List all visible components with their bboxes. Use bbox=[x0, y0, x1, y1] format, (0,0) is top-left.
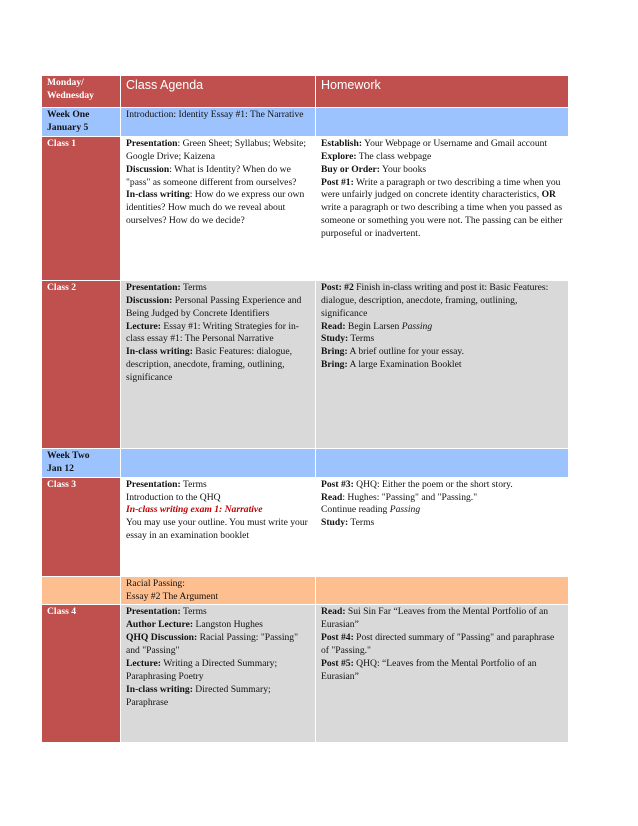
entry-text: Directed Summary; Paraphrase bbox=[126, 683, 271, 708]
entry-label: Post #1: bbox=[321, 176, 354, 188]
schedule-table bbox=[41, 75, 569, 743]
entry-line bbox=[321, 346, 564, 359]
class-1-row bbox=[42, 136, 569, 280]
entry-label: Read: bbox=[321, 606, 346, 618]
week-one-row bbox=[42, 108, 569, 137]
entry-label: Presentation: bbox=[126, 281, 181, 293]
entry-line bbox=[126, 606, 311, 619]
entry-line bbox=[321, 632, 564, 658]
entry-text: Terms bbox=[180, 281, 207, 293]
entry-line bbox=[126, 517, 311, 543]
entry-text: Post directed summary of "Passing" and paraphrase of "Passing." bbox=[321, 632, 555, 657]
entry-line bbox=[321, 321, 564, 334]
essay-two-topic bbox=[121, 576, 316, 605]
entry-text: QHQ: “Leaves from the Mental Portfolio of an Eurasian” bbox=[321, 658, 537, 682]
entry-label: Post #5: bbox=[321, 658, 354, 670]
entry-text: Begin Larsen bbox=[345, 320, 402, 332]
entry-text: Introduction to the QHQ bbox=[126, 491, 221, 503]
entry-line bbox=[321, 282, 564, 321]
entry-label: Read bbox=[321, 491, 343, 503]
entry-text: Personal Passing Experience and Being Judged by Concrete Identifiers bbox=[126, 294, 302, 319]
entry-line bbox=[126, 658, 311, 684]
entry-text: Racial Passing: "Passing" and "Passing" bbox=[126, 632, 299, 657]
entry-label: Explore: bbox=[321, 150, 357, 162]
entry-label: In-class writing bbox=[126, 189, 190, 201]
essay-two-homework bbox=[316, 576, 569, 605]
class-3-row bbox=[42, 477, 569, 576]
entry-line bbox=[321, 164, 564, 177]
entry-text: Passing bbox=[401, 320, 433, 332]
entry-label: Study: bbox=[321, 517, 349, 529]
entry-label: Post #4: bbox=[321, 632, 354, 644]
header-homework: Homework bbox=[316, 76, 569, 108]
class-3-label: Class 3 bbox=[42, 477, 121, 576]
entry-line bbox=[126, 138, 311, 164]
entry-label: Bring: bbox=[321, 359, 348, 371]
entry-text: Writing a Directed Summary; Paraphrasing Poetry bbox=[126, 658, 278, 682]
class-3-agenda bbox=[121, 477, 316, 576]
entry-text: QHQ: Either the poem or the short story. bbox=[353, 478, 513, 490]
entry-text: The class webpage bbox=[356, 150, 432, 162]
class-1-label: Class 1 bbox=[42, 136, 121, 280]
entry-text: In-class writing exam 1: Narrative bbox=[126, 504, 263, 516]
entry-text: Essay #1: Writing Strategies for in-class essay #1: The Personal Narrative bbox=[126, 320, 299, 345]
entry-line bbox=[321, 333, 564, 346]
entry-line bbox=[321, 517, 564, 530]
entry-label: In-class writing: bbox=[126, 346, 193, 358]
class-2-label: Class 2 bbox=[42, 280, 121, 448]
entry-text: : What is Identity? When do we "pass" as someone different from ourselves? bbox=[126, 163, 297, 188]
entry-text: A brief outline for your essay. bbox=[347, 346, 464, 358]
entry-text: A large Examination Booklet bbox=[347, 359, 462, 371]
entry-label: Buy or Order: bbox=[321, 163, 380, 175]
entry-text: : Green Sheet; Syllabus; Website; Google Drive; Kaizena bbox=[126, 137, 307, 162]
class-4-label: Class 4 bbox=[42, 605, 121, 743]
entry-line bbox=[321, 177, 564, 242]
class-4-homework bbox=[316, 605, 569, 743]
entry-line bbox=[321, 359, 564, 372]
entry-line bbox=[321, 658, 564, 684]
entry-line bbox=[321, 606, 564, 632]
entry-label: Presentation: bbox=[126, 606, 181, 618]
entry-text: Your Webpage or Username and Gmail account bbox=[362, 137, 548, 149]
entry-line bbox=[126, 632, 311, 658]
entry-line bbox=[321, 479, 564, 492]
entry-text: write a paragraph or two describing a time when you passed as someone or something you were not. The passing can be either purposeful or inadvertent. bbox=[321, 202, 563, 240]
entry-line bbox=[126, 321, 311, 347]
class-4-agenda bbox=[121, 605, 316, 743]
week-one-topic: Introduction: Identity Essay #1: The Narrative bbox=[121, 108, 316, 137]
header-agenda: Class Agenda bbox=[121, 76, 316, 108]
entry-label: Presentation: bbox=[126, 478, 181, 490]
entry-label: Discussion: bbox=[126, 294, 173, 306]
entry-line bbox=[321, 138, 564, 151]
entry-label: Lecture: bbox=[126, 658, 161, 670]
entry-text: : Hughes: "Passing" and "Passing." bbox=[342, 491, 478, 503]
entry-label: Author Lecture: bbox=[126, 619, 194, 631]
entry-label: Post #3: bbox=[321, 478, 354, 490]
entry-line bbox=[126, 492, 311, 505]
entry-label: Study: bbox=[321, 333, 349, 345]
week-two-label: Week Two Jan 12 bbox=[42, 448, 121, 477]
entry-text: Continue reading bbox=[321, 504, 390, 516]
entry-label: Read: bbox=[321, 320, 346, 332]
entry-text: Write a paragraph or two describing a time when you were unfairly judged on concrete identity characteristics, bbox=[321, 176, 561, 201]
entry-line bbox=[126, 479, 311, 492]
essay-two-row bbox=[42, 576, 569, 605]
entry-text: Terms bbox=[180, 478, 207, 490]
class-2-homework bbox=[316, 280, 569, 448]
entry-text: Terms bbox=[348, 517, 375, 529]
class-2-agenda bbox=[121, 280, 316, 448]
entry-text: : How do we express our own identities? How much do we reveal about ourselves? How do we decide? bbox=[126, 189, 305, 227]
class-4-row bbox=[42, 605, 569, 743]
entry-label: Bring: bbox=[321, 346, 348, 358]
entry-line bbox=[126, 504, 311, 517]
essay-two-line2: Essay #2 The Argument bbox=[126, 590, 219, 602]
entry-text: Sui Sin Far “Leaves from the Mental Portfolio of an Eurasian” bbox=[321, 606, 549, 631]
entry-line bbox=[321, 492, 564, 505]
entry-label: Lecture: bbox=[126, 320, 161, 332]
entry-label: OR bbox=[541, 189, 556, 201]
entry-line bbox=[321, 504, 564, 517]
entry-label: Discussion bbox=[126, 163, 170, 175]
entry-text: Your books bbox=[379, 163, 427, 175]
header-day: Monday/ Wednesday bbox=[42, 76, 121, 108]
class-1-homework bbox=[316, 136, 569, 280]
class-1-agenda bbox=[121, 136, 316, 280]
entry-text: Terms bbox=[348, 333, 375, 345]
entry-label: In-class writing: bbox=[126, 683, 193, 695]
entry-line bbox=[321, 151, 564, 164]
week-two-homework bbox=[316, 448, 569, 477]
entry-text: Basic Features: dialogue, description, anecdote, framing, outlining, significance bbox=[126, 346, 292, 384]
entry-line bbox=[126, 346, 311, 385]
entry-text: Langston Hughes bbox=[193, 619, 263, 631]
header-row bbox=[42, 76, 569, 108]
essay-two-spacer bbox=[42, 576, 121, 605]
entry-text: Finish in-class writing and post it: Basic Features: dialogue, description, anecdote, framing, outlining, significance bbox=[321, 281, 549, 319]
entry-line bbox=[126, 189, 311, 228]
entry-line bbox=[126, 164, 311, 190]
entry-text: Passing bbox=[389, 504, 421, 516]
week-one-label: Week One January 5 bbox=[42, 108, 121, 137]
entry-label: QHQ Discussion: bbox=[126, 632, 198, 644]
entry-label: Post: #2 bbox=[321, 281, 354, 293]
class-2-row bbox=[42, 280, 569, 448]
entry-line bbox=[126, 619, 311, 632]
week-one-homework bbox=[316, 108, 569, 137]
entry-text: Terms bbox=[180, 606, 207, 618]
entry-label: Presentation bbox=[126, 137, 178, 149]
week-two-row bbox=[42, 448, 569, 477]
entry-label: Establish: bbox=[321, 137, 363, 149]
entry-text: You may use your outline. You must write your essay in an examination booklet bbox=[126, 517, 308, 542]
week-two-topic bbox=[121, 448, 316, 477]
class-3-homework bbox=[316, 477, 569, 576]
entry-line bbox=[126, 282, 311, 295]
entry-line bbox=[126, 684, 311, 710]
essay-two-line1: Racial Passing: bbox=[126, 577, 185, 589]
entry-line bbox=[126, 295, 311, 321]
